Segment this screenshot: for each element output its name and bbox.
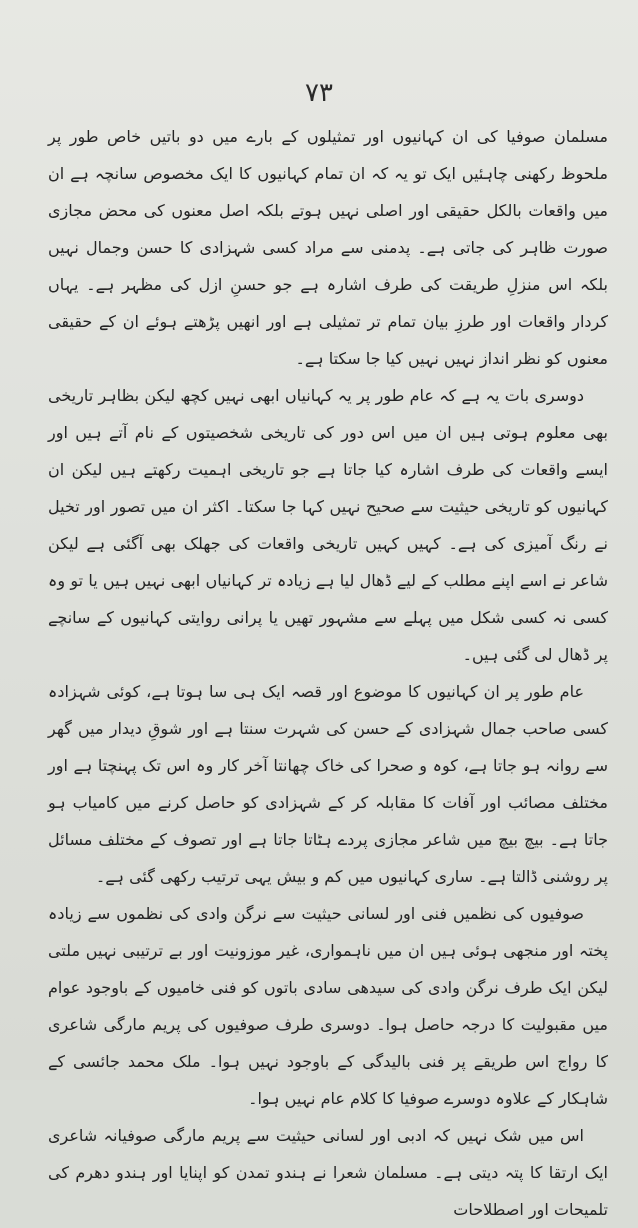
paragraph-3: عام طور پر ان کہانیوں کا موضوع اور قصہ ایک ہی سا ہوتا ہے، کوئی شہزادہ کسی صاحب جمال شہزادی کے حسن کی شہرت سنتا ہے اور شوقِ دیدار میں گھر سے روانہ ہو جاتا ہے، کوہ و صحرا کی خاک چھانتا آخر کار وہ اس تک پہنچتا ہے اور مختلف مصائب اور آفات کا مقابلہ کر کے شہزادی کو حاصل کرنے میں کامیاب ہو جاتا ہے۔ بیچ بیچ میں شاعر مجازی پردے ہٹاتا جاتا ہے اور تصوف کے مختلف مسائل پر روشنی ڈالتا ہے۔ ساری کہانیوں میں کم و بیش یہی ترتیب رکھی گئی ہے۔: [48, 682, 608, 886]
paragraph-1: مسلمان صوفیا کی ان کہانیوں اور تمثیلوں کے بارے میں دو باتیں خاص طور پر ملحوظ رکھنی چاہئیں ایک تو یہ کہ ان تمام کہانیوں کا ایک مخصوص سانچہ ہے ان میں واقعات بالکل حقیقی اور اصلی نہیں ہوتے بلکہ اصل معنوں کی محض مجازی صورت ظاہر کی جاتی ہے۔ پدمنی سے مراد کسی شہزادی کا حسن وجمال نہیں بلکہ اس منزلِ طریقت کی طرف اشارہ ہے جو حسنِ ازل کی مظہر ہے۔ یہاں کردار واقعات اور طرزِ بیان تمام تر تمثیلی ہے اور انھیں پڑھتے ہوئے ان کے حقیقی معنوں کو نظر انداز نہیں نہیں کیا جا سکتا ہے۔: [48, 127, 608, 368]
page-number: ٧٣: [305, 78, 333, 108]
paragraph-5: اس میں شک نہیں کہ ادبی اور لسانی حیثیت سے پریم مارگی صوفیانہ شاعری ایک ارتقا کا پتہ دیتی ہے۔ مسلمان شعرا نے ہندو تمدن کو اپنایا اور ہندو دھرم کی تلمیحات اور اصطلاحات: [48, 1126, 608, 1219]
body-text: [48, 118, 608, 1228]
paragraph-2: دوسری بات یہ ہے کہ عام طور پر یہ کہانیاں ابھی نہیں کچھ لیکن بظاہر تاریخی بھی معلوم ہوتی ہیں ان میں اس دور کی تاریخی شخصیتوں کے نام آتے ہیں اور ایسے واقعات کی طرف اشارہ کیا جاتا ہے جو تاریخی اہمیت رکھتے ہیں لیکن ان کہانیوں کو تاریخی حیثیت سے صحیح نہیں کہا جا سکتا۔ اکثر ان میں تصور اور تخیل نے رنگ آمیزی کی ہے۔ کہیں کہیں تاریخی واقعات کی جھلک بھی آگئی ہے لیکن شاعر نے اسے اپنے مطلب کے لیے ڈھال لیا ہے زیادہ تر کہانیاں ابھی نہیں ہیں یا تو وہ کسی نہ کسی شکل میں پہلے سے مشہور تھیں یا پرانی روایتی کہانیوں کے سانچے پر ڈھال لی گئی ہیں۔: [48, 386, 608, 664]
paragraph-4: صوفیوں کی نظمیں فنی اور لسانی حیثیت سے نرگن وادی کی نظموں سے زیادہ پختہ اور منجھی ہوئی ہیں ان میں ناہمواری، غیر موزونیت اور بے ترتیبی نہیں ملتی لیکن ایک طرف نرگن وادی کی سیدھی سادی باتوں کو فنی خامیوں کے باوجود عوام میں مقبولیت کا درجہ حاصل ہوا۔ دوسری طرف صوفیوں کی پریم مارگی شاعری کا رواج اس طریقے پر فنی بالیدگی کے باوجود نہیں ہوا۔ ملک محمد جائسی کے شاہکار کے علاوہ دوسرے صوفیا کا کلام عام نہیں ہوا۔: [48, 904, 608, 1108]
